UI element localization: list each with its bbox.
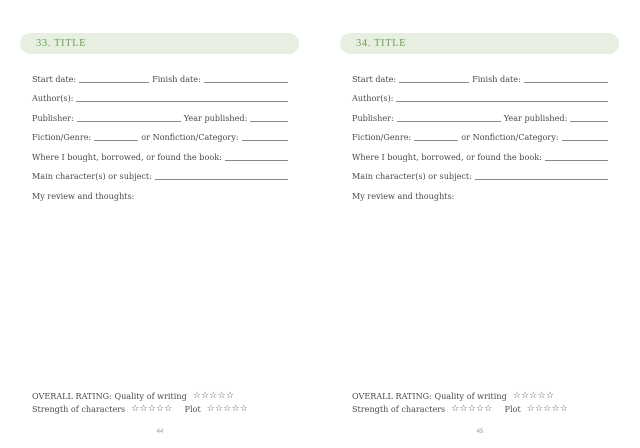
finish-date-label: Finish date: xyxy=(472,73,521,84)
year-published-line xyxy=(570,113,608,122)
publisher-line xyxy=(397,113,501,122)
publisher-row xyxy=(352,103,608,123)
review-label: My review and thoughts: xyxy=(352,190,455,201)
overall-rating-row xyxy=(352,389,612,403)
review-row xyxy=(352,181,608,201)
strength-label: Strength of characters xyxy=(352,404,446,415)
overall-rating-label: OVERALL RATING: Quality of writing xyxy=(32,390,187,401)
where-found-line xyxy=(545,152,608,161)
entry-title: 33. TITLE xyxy=(36,38,87,49)
overall-rating-label: OVERALL RATING: Quality of writing xyxy=(352,390,507,401)
strength-stars-icon: ☆☆☆☆☆ xyxy=(451,404,493,415)
author-line xyxy=(396,93,608,102)
publisher-label: Publisher: xyxy=(32,112,74,123)
start-date-label: Start date: xyxy=(32,73,77,84)
entry-title: 34. TITLE xyxy=(356,38,407,49)
quality-stars-icon: ☆☆☆☆☆ xyxy=(512,390,555,401)
review-label: My review and thoughts: xyxy=(32,190,135,201)
strength-plot-row xyxy=(352,403,612,417)
nonfiction-category-label: or Nonfiction/Category: xyxy=(141,132,239,142)
where-found-row xyxy=(352,142,608,162)
plot-stars-icon: ☆☆☆☆☆ xyxy=(526,404,569,415)
author-label: Author(s): xyxy=(352,93,394,103)
nonfiction-category-label: or Nonfiction/Category: xyxy=(461,132,559,142)
author-row xyxy=(352,84,608,104)
dates-row xyxy=(352,64,608,84)
fiction-genre-label: Fiction/Genre: xyxy=(32,132,92,142)
book-log-form xyxy=(352,64,608,201)
fiction-genre-line xyxy=(414,132,458,141)
year-published-label: Year published: xyxy=(503,112,568,123)
start-date-label: Start date: xyxy=(352,73,397,84)
nonfiction-category-line xyxy=(562,132,608,141)
page-number: 45 xyxy=(476,429,484,435)
plot-label: Plot xyxy=(184,404,201,415)
main-character-line xyxy=(475,171,608,180)
finish-date-line xyxy=(524,74,608,83)
main-character-row xyxy=(352,162,608,182)
quality-stars-icon: ☆☆☆☆☆ xyxy=(192,390,235,401)
main-character-label: Main character(s) or subject: xyxy=(32,171,152,181)
start-date-line xyxy=(399,74,469,83)
plot-label: Plot xyxy=(504,404,521,415)
fiction-genre-label: Fiction/Genre: xyxy=(352,132,412,142)
finish-date-label: Finish date: xyxy=(152,73,201,84)
where-found-label: Where I bought, borrowed, or found the book: xyxy=(352,151,542,162)
publisher-label: Publisher: xyxy=(352,112,394,123)
title-banner xyxy=(340,33,619,54)
where-found-label: Where I bought, borrowed, or found the book: xyxy=(32,151,222,162)
author-label: Author(s): xyxy=(32,93,74,103)
year-published-label: Year published: xyxy=(183,112,248,123)
strength-label: Strength of characters xyxy=(32,404,126,415)
rating-section xyxy=(352,389,612,416)
page-number: 44 xyxy=(156,429,164,435)
genre-row xyxy=(352,123,608,143)
plot-stars-icon: ☆☆☆☆☆ xyxy=(206,404,249,415)
strength-stars-icon: ☆☆☆☆☆ xyxy=(131,404,173,415)
main-character-label: Main character(s) or subject: xyxy=(352,171,472,181)
